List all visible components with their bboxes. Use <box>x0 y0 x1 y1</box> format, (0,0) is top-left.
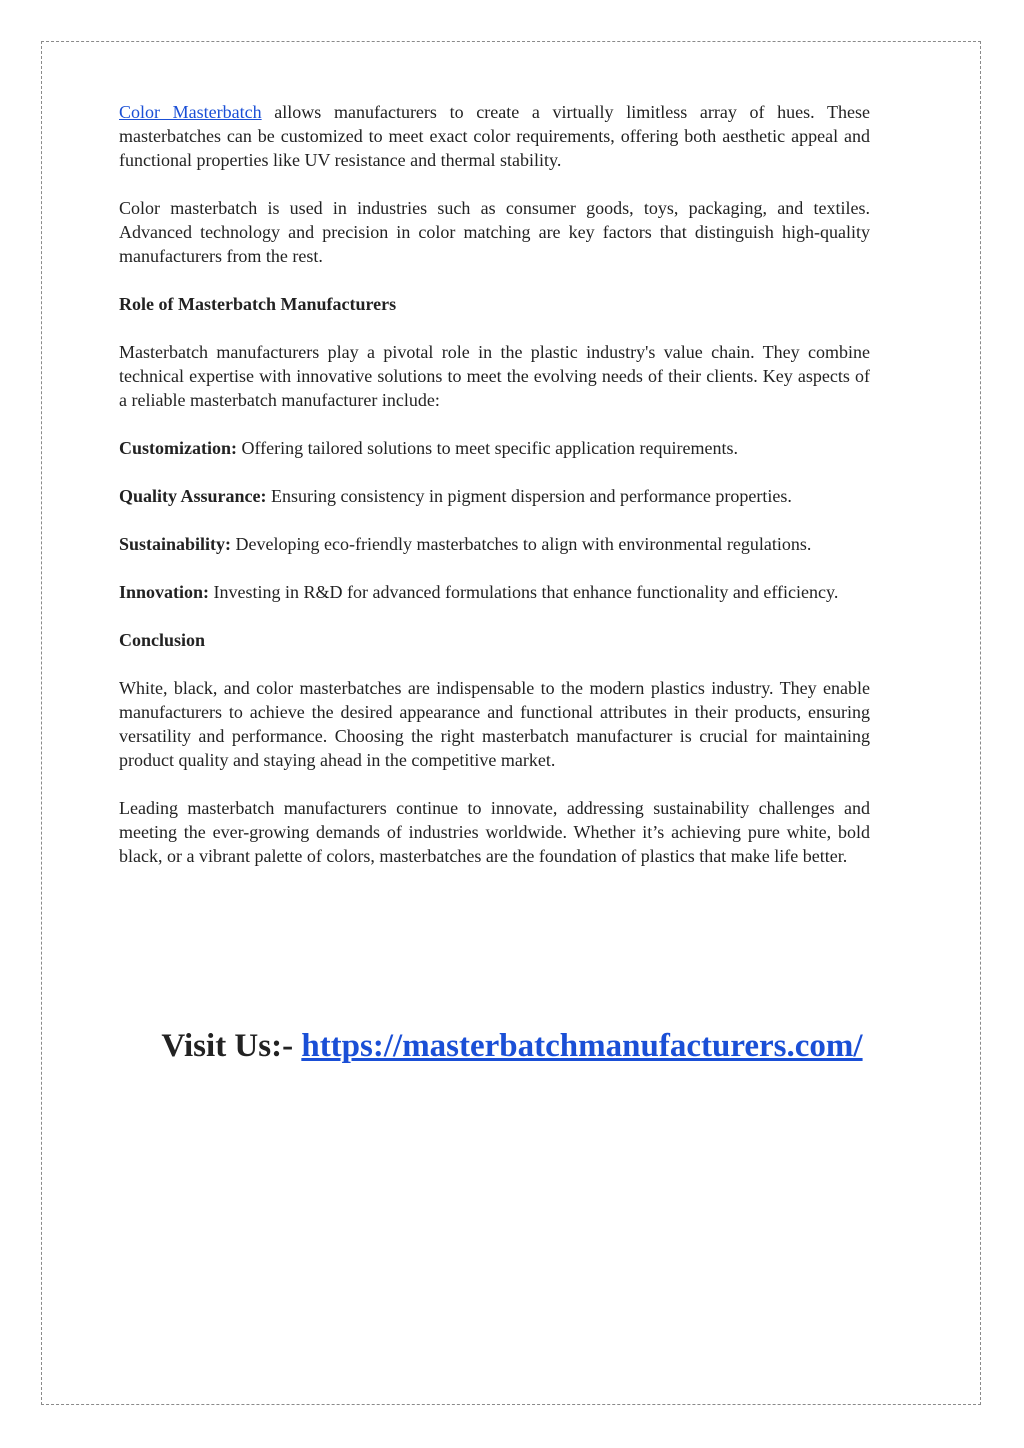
paragraph-leading-manufacturers: Leading masterbatch manufacturers continue to innovate, addressing sustainability challenges and meeting the ever-growing demands of industries worldwide. Whether it’s achieving pure white, bold black, or a vibrant palette of colors, masterbatches are the foundation of plastics that make life better. <box>119 798 870 866</box>
paragraph-text: allows manufacturers to create a virtually limitless array of hues. These masterbatches can be customized to meet exact color requirements, offering both aesthetic appeal and functional properties like UV resistance and thermal stability. <box>119 102 871 170</box>
paragraph-color-uses: Color masterbatch is used in industries such as consumer goods, toys, packaging, and textiles. Advanced technology and precision in color matching are key factors that distinguish high-quality manufacturers from the rest. <box>119 198 870 266</box>
paragraph-conclusion: White, black, and color masterbatches are indispensable to the modern plastics industry. They enable manufacturers to achieve the desired appearance and functional attributes in their products, ensuring versatility and performance. Choosing the right masterbatch manufacturer is crucial for maintaining product quality and staying ahead in the competitive market. <box>119 678 870 770</box>
aspect-term: Customization: <box>119 438 237 458</box>
heading-conclusion: Conclusion <box>119 630 206 650</box>
aspect-text: Offering tailored solutions to meet specific application requirements. <box>237 438 739 458</box>
visit-us-label: Visit Us:- <box>161 1028 302 1064</box>
aspect-text: Investing in R&D for advanced formulations that enhance functionality and efficiency. <box>209 582 839 602</box>
document-body <box>119 100 870 892</box>
aspect-customization <box>119 436 870 460</box>
aspect-text: Developing eco-friendly masterbatches to align with environmental regulations. <box>231 534 812 554</box>
paragraph-color-masterbatch <box>119 100 870 172</box>
paragraph-role: Masterbatch manufacturers play a pivotal role in the plastic industry's value chain. They combine technical expertise with innovative solutions to meet the evolving needs of their clients. Key aspects of a reliable masterbatch manufacturer include: <box>119 342 870 410</box>
color-masterbatch-link[interactable]: Color Masterbatch <box>119 102 262 122</box>
heading-role: Role of Masterbatch Manufacturers <box>119 294 397 314</box>
visit-us-line <box>42 1026 982 1066</box>
aspect-sustainability <box>119 532 870 556</box>
website-link[interactable]: https://masterbatchmanufacturers.com/ <box>301 1028 863 1064</box>
aspect-term: Quality Assurance: <box>119 486 267 506</box>
aspect-quality-assurance <box>119 484 870 508</box>
aspect-term: Sustainability: <box>119 534 232 554</box>
aspect-term: Innovation: <box>119 582 210 602</box>
aspect-innovation <box>119 580 870 604</box>
document-page <box>41 41 981 1405</box>
aspect-text: Ensuring consistency in pigment dispersion and performance properties. <box>266 486 792 506</box>
